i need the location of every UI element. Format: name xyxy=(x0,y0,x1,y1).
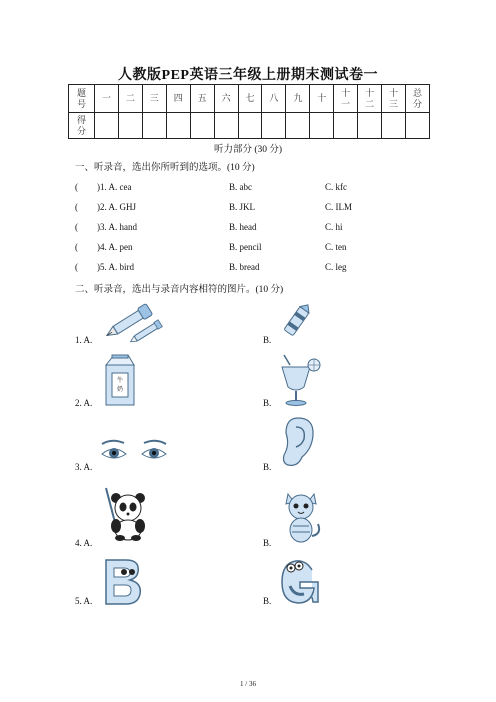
score-cell[interactable] xyxy=(214,113,238,139)
score-col: 五 xyxy=(190,85,214,113)
score-row-label: 得 分 xyxy=(69,113,95,139)
score-col: 八 xyxy=(262,85,286,113)
pic-option-label: 4. A. xyxy=(75,538,93,548)
score-table-header-row xyxy=(69,85,430,113)
answer-blank-open[interactable]: ( xyxy=(75,182,78,192)
option-a: )1. A. cea xyxy=(97,182,132,192)
score-table-blank-row xyxy=(69,113,430,139)
milk-carton-text: 牛 xyxy=(116,377,124,384)
score-row-label: 题 号 xyxy=(69,85,95,113)
option-b: B. JKL xyxy=(229,202,256,212)
score-col: 十 三 xyxy=(382,85,406,113)
score-cell[interactable] xyxy=(310,113,334,139)
score-col: 总 分 xyxy=(405,85,429,113)
score-cell[interactable] xyxy=(95,113,119,139)
option-a: )3. A. hand xyxy=(97,222,137,232)
question-row xyxy=(75,262,435,274)
question-row xyxy=(75,202,435,214)
juice-glass-icon[interactable] xyxy=(276,353,326,408)
option-b: B. pencil xyxy=(229,242,262,252)
option-b: B. abc xyxy=(229,182,252,192)
milk-carton-text: 奶 xyxy=(116,386,124,393)
score-col: 四 xyxy=(166,85,190,113)
pic-option-label: B. xyxy=(263,398,272,408)
listening-header: 听力部分 (30 分) xyxy=(213,145,283,155)
option-a: )4. A. pen xyxy=(97,242,133,252)
score-cell[interactable] xyxy=(238,113,262,139)
pic-option-label: 5. A. xyxy=(75,596,93,606)
question-row xyxy=(75,222,435,234)
crayon-icon[interactable] xyxy=(276,296,316,346)
pic-option-label: 1. A. xyxy=(75,335,93,345)
letter-g-icon[interactable] xyxy=(276,556,322,608)
option-b: B. bread xyxy=(229,262,260,272)
score-cell[interactable] xyxy=(358,113,382,139)
answer-blank-open[interactable]: ( xyxy=(75,262,78,272)
score-cell[interactable] xyxy=(142,113,166,139)
score-col: 九 xyxy=(286,85,310,113)
score-col: 三 xyxy=(142,85,166,113)
answer-blank-open[interactable]: ( xyxy=(75,242,78,252)
score-col: 十 二 xyxy=(358,85,382,113)
score-cell[interactable] xyxy=(262,113,286,139)
answer-blank-open[interactable]: ( xyxy=(75,202,78,212)
option-a: )5. A. bird xyxy=(97,262,134,272)
score-cell[interactable] xyxy=(286,113,310,139)
score-cell[interactable] xyxy=(118,113,142,139)
score-col: 十 xyxy=(310,85,334,113)
score-col: 二 xyxy=(118,85,142,113)
answer-blank-open[interactable]: ( xyxy=(75,222,78,232)
option-c: C. kfc xyxy=(325,182,347,192)
page-number: 1 / 36 xyxy=(240,680,256,688)
pic-option-label: 2. A. xyxy=(75,398,93,408)
score-cell[interactable] xyxy=(334,113,358,139)
section2-title: 二、听录音，选出与录音内容相符的图片。(10 分) xyxy=(75,285,284,295)
panda-icon[interactable] xyxy=(98,484,156,542)
score-col: 六 xyxy=(214,85,238,113)
tiger-cat-icon[interactable] xyxy=(280,488,322,544)
eyes-icon[interactable] xyxy=(100,438,170,466)
score-cell[interactable] xyxy=(190,113,214,139)
score-col: 一 xyxy=(95,85,119,113)
pic-option-label: B. xyxy=(263,335,272,345)
question-row xyxy=(75,242,435,254)
letter-b-icon[interactable] xyxy=(100,556,144,608)
milk-carton-icon[interactable] xyxy=(100,353,140,408)
option-c: C. leg xyxy=(325,262,347,272)
pic-option-label: 3. A. xyxy=(75,462,93,472)
score-cell[interactable] xyxy=(405,113,429,139)
page-title: 人教版PEP英语三年级上册期末测试卷一 xyxy=(118,68,378,83)
ear-icon[interactable] xyxy=(280,415,316,469)
score-cell[interactable] xyxy=(382,113,406,139)
score-col: 七 xyxy=(238,85,262,113)
pic-option-label: B. xyxy=(263,596,272,606)
score-table xyxy=(68,84,430,139)
pen-and-pencil-icon[interactable] xyxy=(100,296,170,348)
score-col: 十 一 xyxy=(334,85,358,113)
section1-title: 一、听录音，选出你所听到的选项。(10 分) xyxy=(75,163,255,173)
score-cell[interactable] xyxy=(166,113,190,139)
option-b: B. head xyxy=(229,222,257,232)
question-row xyxy=(75,182,435,194)
option-c: C. ten xyxy=(325,242,347,252)
option-c: C. ILM xyxy=(325,202,352,212)
option-c: C. hi xyxy=(325,222,343,232)
pic-option-label: B. xyxy=(263,538,272,548)
option-a: )2. A. GHJ xyxy=(97,202,137,212)
pic-option-label: B. xyxy=(263,462,272,472)
